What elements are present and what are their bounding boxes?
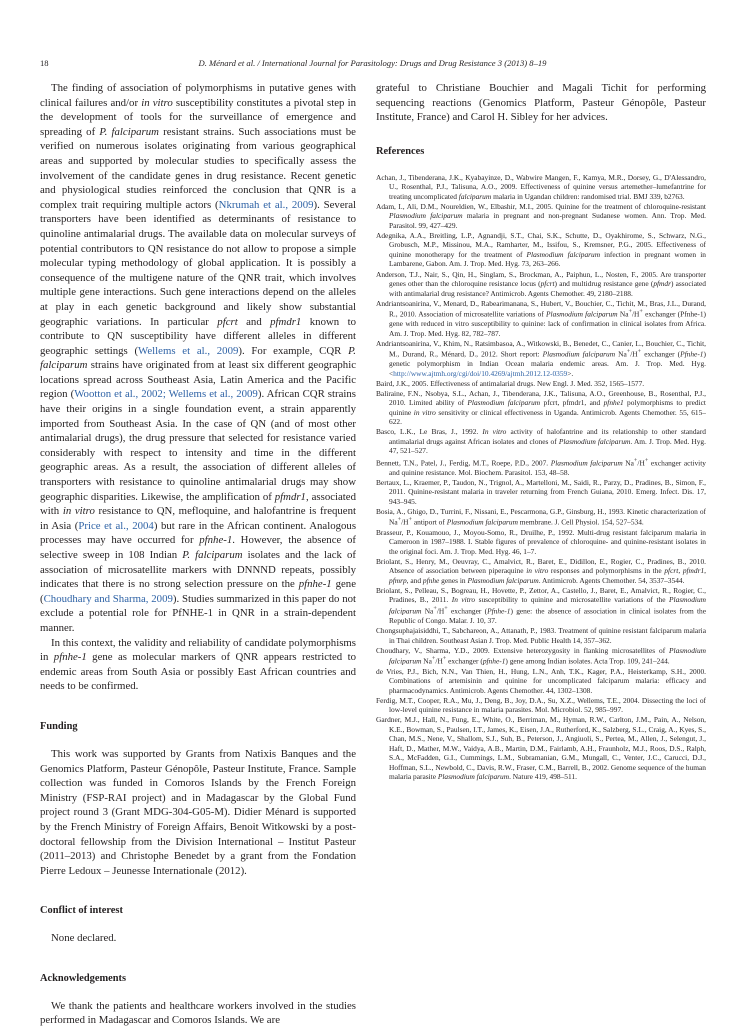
funding-text: This work was supported by Grants from Natixis Banques and the Genomics Platform, Pasteur Génopôle, Pasteur Institute, France. Sample collection was funded in Comoros Islands by the French Foreign Ministry (FSP-RAI project) and in Madagascar by the Global Fund project round 3 (Grant MDG-304-G05-M). Didier Ménard is supported by the French Ministry of Foreign Affairs, Benoit Witkowski by a post-doctoral fellowship from the Division International – Institut Pasteur (2011–2013) and Christophe Benedet by a grant from the Fondation Pierre Ledoux – Jeunesse Internationale (2012). [40, 747, 356, 877]
reference-item: Gardner, M.J., Hall, N., Fung, E., White, O., Berriman, M., Hyman, R.W., Carlton, J.M., Pain, A., Nelson, K.E., Bowman, S., Paulsen, I.T., James, K., Eisen, J.A., Rutherford, K., Salzberg, S.L., Craig, A., Kyes, S., Chan, M.S., Nene, V., Shallom, S.J., Suh, B., Peterson, J., Angiuoli, S., Pertea, M., Allen, J., Selengut, J., Haft, D., Mather, M.W., Vaidya, A.B., Martin, D.M., Fairlamb, A.H., Fraunholz, M.J., Roos, D.S., Ralph, S.A., McFadden, G.I., Cummings, L.M., Subramanian, G.M., Mungall, C., Venter, J.C., Carucci, D.J., Hoffman, S.L., Newbold, C., Davis, R.W., Fraser, C.M., Barrell, B., 2002. Genome sequence of the human malaria parasite Plasmodium falciparum. Nature 419, 498–511. [376, 715, 706, 782]
conflict-text: None declared. [51, 932, 117, 945]
reference-item: Bosia, A., Ghigo, D., Turrini, F., Nissani, E., Pescarmona, G.P., Ginsburg, H., 1993. Kinetic characterization of Na+/H+ antiport of Plasmodium falciparum membrane. J. Cell Physiol. 154, 527–534. [376, 506, 706, 527]
reference-item: Basco, L.K., Le Bras, J., 1992. In vitro activity of halofantrine and its relationship to other standard antimalarial drugs against African isolates and clones of Plasmodium falciparum. Am. J. Trop. Med. Hyg. 47, 521–527. [376, 427, 706, 456]
reference-item: Chongsuphajaisiddhi, T., Sabchareon, A., Attanath, P., 1983. Treatment of quinine resistant falciparum malaria in Thai children. Southeast Asian J. Trop. Med. Public Health 14, 357–362. [376, 626, 706, 645]
reference-item: Ferdig, M.T., Cooper, R.A., Mu, J., Deng, B., Joy, D.A., Su, X.Z., Wellems, T.E., 2004. Dissecting the loci of low-level quinine resistance in malaria parasites. Mol. Microbiol. 52, 985–997. [376, 695, 706, 715]
references-heading: References [376, 145, 425, 157]
discussion-paragraph-1: The finding of association of polymorphisms in putative genes with clinical failures and/or in vitro susceptibility constitutes a pivotal step in the development of tools for the surveillance of emergence and spreading of P. falciparum resistant strains. Such associations must be verified on numerous isolates originating from various geographical areas and supported by molecular studies to specifically assess the involvement of the candidate genes in drug resistance. Recent genetic and physiological studies reinforced the conclusion that QNR is a complex trait requiring multiple actors (Nkrumah et al., 2009). Several transporters have been identified as determinants of resistance to quinoline antimalarial drugs. The available data on molecular surveys of potential contributors to QN resistance do not allow to propose a simple molecular typing methodology of global application. It is possibly a consequence of the multigene nature of the QNR trait, which involves multiple gene interactions. Such gene interactions depend on the alleles at play in each genetic background and likely show substantial geographic variations. In particular pfcrt and pfmdr1 known to contribute to QN susceptibility have different alleles in different geographic settings (Wellems et al., 2009). For example, CQR P. falciparum strains have originated from at least six different geographic locations spread across Southeast Asia, Latin America and the Pacific region (Wootton et al., 2002; Wellems et al., 2009). African CQR strains have their origins in a single foundation event, a strain apparently imported from Southeast Asia. In the case of QN (and of most other antimalarial drugs), the drug pressure that selected for resistance varied considerably with respect to intensity and time in the different geographic areas. As a result, the association of different alleles of transporters with resistance to quinoline antimalarial drugs may show geographic disparities. Likewise, the amplification of pfmdr1, associated with in vitro resistance to QN, mefloquine, and halofantrine is frequent in Asia (Price et al., 2004) but rare in the African continent. Analogous processes may have occurred for pfnhe-1. However, the absence of selective sweep in 108 Indian P. falciparum isolates and the lack of association of microsatellite markers with DNNND repeats, possibly indicates that there is no strong selection pressure on the pfnhe-1 gene (Choudhary and Sharma, 2009). Studies summarized in this paper do not exclude a potential role for PfNHE-1 in QNR in a strain-dependent manner. [40, 82, 357, 634]
reference-item: Briolant, S., Henry, M., Oeuvray, C., Amalvict, R., Baret, E., Didillon, E., Rogier, C., Pradines, B., 2010. Absence of association between piperaquine in vitro responses and polymorphisms in the pfcrt, pfmdr1, pfmrp, and pfnhe genes in Plasmodium falciparum. Antimicrob. Agents Chemother. 54, 3537–3544. [376, 556, 707, 585]
reference-item: Bertaux, L., Kraemer, P., Taudon, N., Trignol, A., Martelloni, M., Saidi, R., Parzy, D., Pradines, B., Simon, F., 2011. Quinine-resistant malaria in traveler returning from French Guiana, 2010. Emerg. Infect. Dis. 17, 943–945. [376, 477, 706, 506]
reference-item: Adegnika, A.A., Breitling, L.P., Agnandji, S.T., Chai, S.K., Schutte, D., Oyakhirome, S., Schwarz, N.G., Grobusch, M.P., Missinou, M.A., Ramharter, M., Issifou, S., Kremsner, P.G., 2005. Effectiveness of quinine monotherapy for the treatment of Plasmodium falciparum infection in pregnant women in Lambarene, Gabon. Am. J. Trop. Med. Hyg. 73, 263–266. [376, 230, 706, 269]
reference-item: Briolant, S., Pelleau, S., Bogreau, H., Hovette, P., Zettor, A., Castello, J., Baret, E., Amalvict, R., Rogier, C., Pradines, B., 2011. In vitro susceptibility to quinine and microsatellite variations of the Plasmodium falciparum Na+/H+ exchanger (Pfnhe-1) gene: the absence of association in clinical isolates from the Republic of Congo. Malar. J. 10, 37. [376, 585, 707, 625]
reference-item: Brasseur, P., Kouamouo, J., Moyou-Somo, R., Druilhe, P., 1992. Multi-drug resistant falciparum malaria in Cameroon in 1987–1988. I. Stable figures of prevalence of chloroquine- and quinine-resistant isolates in the original foci. Am. J. Trop. Med. Hyg. 46, 1–7. [376, 527, 706, 556]
reference-list [376, 173, 706, 782]
reference-item: Choudhary, V., Sharma, Y.D., 2009. Extensive heterozygosity in flanking microsatellites of Plasmodium falciparum Na+/H+ exchanger (pfnhe-1) gene among Indian isolates. Acta Trop. 109, 241–244. [376, 645, 706, 666]
reference-item: Achan, J., Tibenderana, J.K., Kyabayinze, D., Wabwire Mangen, F., Kamya, M.R., Dorsey, G., D'Alessandro, U., Rosenthal, P.J., Talisuna, A.O., 2009. Effectiveness of quinine versus artemether–lumefantrine for treating uncomplicated falciparum malaria in Ugandan children: randomised trial. BMJ 339, b2763. [376, 172, 706, 201]
reference-item: Baliraine, F.N., Nsobya, S.L., Achan, J., Tibenderana, J.K., Talisuna, A.O., Greenhouse, B., Rosenthal, P.J., 2010. Limited ability of Plasmodium falciparum pfcrt, pfmdr1, and pfnhe1 polymorphisms to predict quinine in vitro sensitivity or clinical effectiveness in Uganda. Antimicrob. Agents Chemother. 55, 615–622. [376, 388, 706, 427]
acknowledgements-text: We thank the patients and healthcare workers involved in the studies performed in Madagascar and Comoros Islands. We are [40, 999, 356, 1027]
conflict-heading: Conflict of interest [40, 905, 123, 917]
journal-running-title: D. Ménard et al. / International Journal for Parasitology: Drugs and Drug Resistance 3 (2013) 8–19 [198, 58, 547, 68]
page-number: 18 [40, 58, 49, 68]
reference-item: Andriantsoanirina, V., Menard, D., Rabearimanana, S., Hubert, V., Bouchier, C., Tichit, M., Bras, J.L., Durand, R., 2010. Association of microsatellite variations of Plasmodium falciparum Na+/H+ exchanger (Pfnhe-1) gene with reduced in vitro susceptibility to quinine: lack of confirmation in clinical isolates from Africa. Am. J. Trop. Med. Hyg. 82, 782–787. [376, 298, 706, 338]
right-column [376, 81, 706, 782]
acknowledgements-text-continued: grateful to Christiane Bouchier and Magali Tichit for performing sequencing reactions (Genomics Platform, Pasteur Génopôle, Pasteur Institute, France) and Carol H. Sibley for her advices. [376, 82, 706, 124]
acknowledgements-heading: Acknowledgements [40, 972, 127, 984]
reference-item: Anderson, T.J., Nair, S., Qin, H., Singlam, S., Brockman, A., Paiphun, L., Nosten, F., 2005. Are transporter genes other than the chloroquine resistance locus (pfcrt) and multidrug resistance gene (pfmdr) associated with antimalarial drug resistance? Antimicrob. Agents Chemother. 49, 2180–2188. [376, 269, 707, 298]
discussion-paragraph-2: In this context, the validity and reliability of candidate polymorphisms in pfnhe-1 gene as molecular markers of QNR appears restricted to endemic areas from South Asia or possibly East African countries and needs to be confirmed. [40, 636, 356, 693]
reference-item: Andriantsoanirina, V., Khim, N., Ratsimbasoa, A., Witkowski, B., Benedet, C., Canier, L., Bouchier, C., Tichit, M., Durand, R., Ménard, D., 2012. Short report: Plasmodium falciparum Na+/H+ exchanger (Pfnhe-1) genetic polymorphism in Indian Ocean malaria endemic areas. Am. J. Trop. Med. Hyg. <http://www.ajtmh.org/cgi/doi/10.4269/ajtmh.2012.12-0359>. [376, 338, 706, 378]
reference-item: Baird, J.K., 2005. Effectiveness of antimalarial drugs. New Engl. J. Med. 352, 1565–1577. [376, 378, 645, 388]
reference-item: Bennett, T.N., Patel, J., Ferdig, M.T., Roepe, P.D., 2007. Plasmodium falciparum Na+/H+ exchanger activity and quinine resistance. Mol. Biochem. Parasitol. 153, 48–58. [376, 457, 706, 477]
reference-item: Adam, I., Ali, D.M., Noureldien, W., Elbashir, M.I., 2005. Quinine for the treatment of chloroquine-resistant Plasmodium falciparum malaria in pregnant and non-pregnant Sudanese women. Ann. Trop. Med. Parasitol. 99, 427–429. [376, 201, 706, 230]
left-column [40, 81, 356, 1028]
funding-heading: Funding [40, 720, 78, 732]
reference-item: de Vries, P.J., Bich, N.N., Van Thien, H., Hung, L.N., Anh, T.K., Kager, P.A., Heisterkamp, S.H., 2000. Combinations of artemisinin and quinine for uncomplicated falciparum malaria: efficacy and pharmacodynamics. Antimicrob. Agents Chemother. 44, 1302–1308. [376, 666, 706, 695]
running-head [40, 58, 705, 70]
